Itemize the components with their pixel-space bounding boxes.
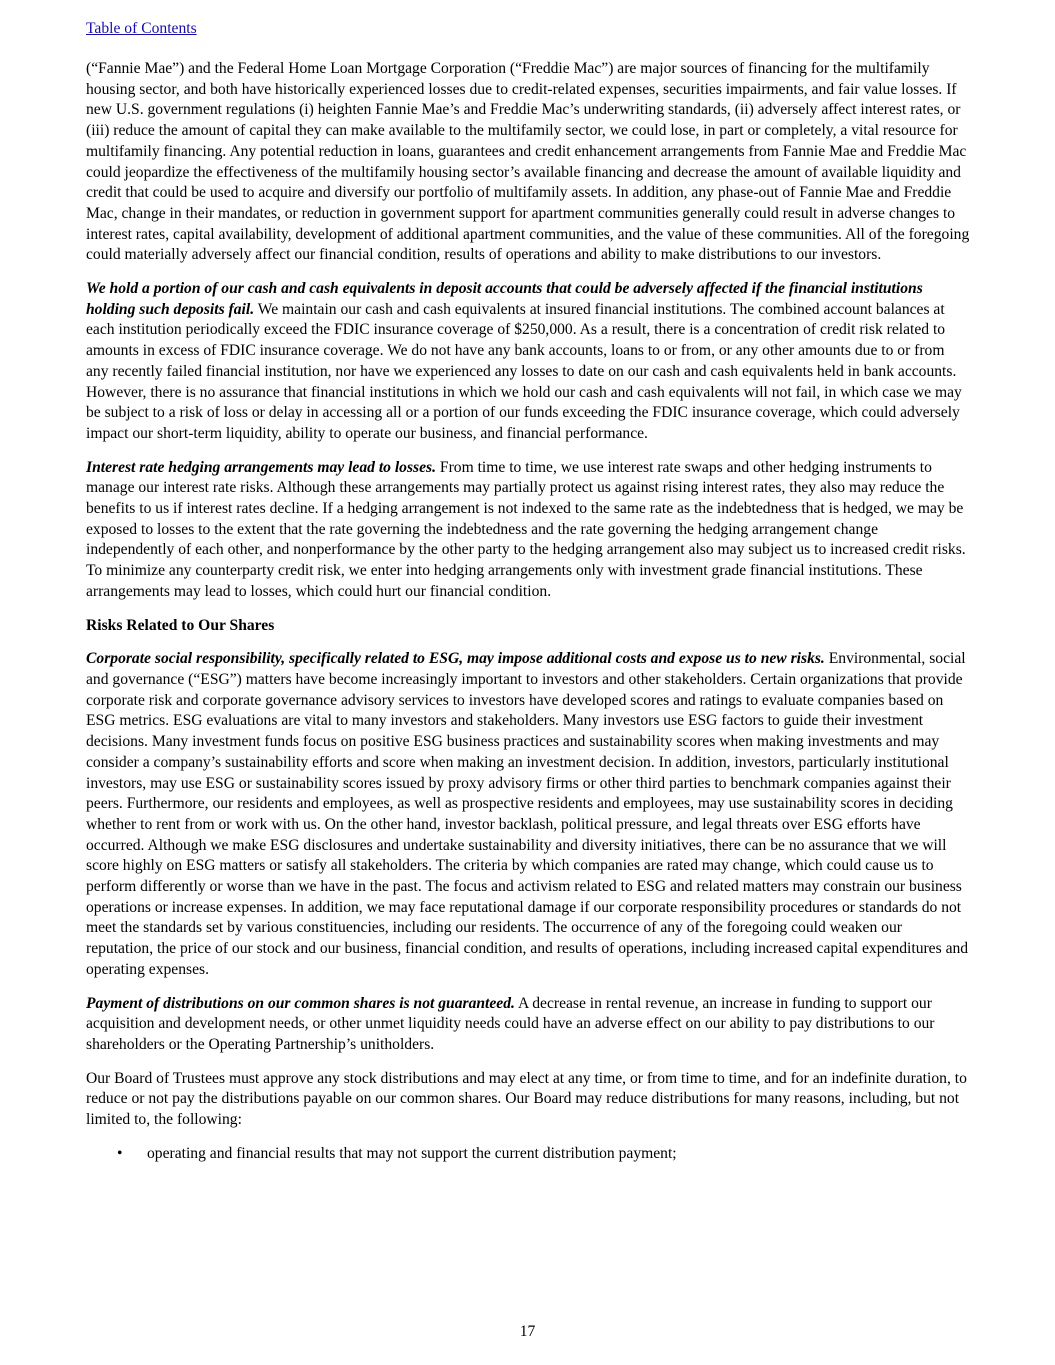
paragraph-distributions <box>86 994 970 1056</box>
risk-heading-hedging: Interest rate hedging arrangements may lead to losses. <box>86 458 437 476</box>
table-of-contents-link[interactable]: Table of Contents <box>86 20 197 37</box>
risk-body-esg: Environmental, social and governance (“ESG”) matters have become increasingly important to investors and other stakeholders. Certain organizations that provide corporate risk and corporate governance advisory services to investors have developed scores and ratings to evaluate companies based on ESG metrics. ESG evaluations are vital to many investors and stakeholders. Many investors use ESG factors to guide their investment decisions. Many investment funds focus on positive ESG business practices and sustainability scores when making investments and may consider a company’s sustainability efforts and score when making an investment decision. In addition, investors, particularly institutional investors, may use ESG or sustainability scores issued by proxy advisory firms or other third parties to benchmark companies against their peers. Furthermore, our residents and employees, as well as prospective residents and employees, may use sustainability scores in deciding whether to rent from or work with us. On the other hand, investor backlash, political pressure, and legal threats over ESG efforts have occurred. Although we make ESG disclosures and undertake sustainability and diversity initiatives, there can be no assurance that we will score highly on ESG matters or satisfy all stakeholders. The criteria by which companies are rated may change, which could cause us to perform differently or worse than we have in the past. The focus and activism related to ESG and related matters may constrain our business operations or increase expenses. In addition, we may face reputational damage if our corporate responsibility procedures or standards do not meet the standards set by various constituencies, including our residents. The occurrence of any of the foregoing could weaken our reputation, the price of our stock and our business, financial condition, and results of operations, including increased capital expenditures and operating expenses. <box>86 650 969 978</box>
distribution-reasons-list <box>86 1144 970 1165</box>
paragraph-hedging <box>86 458 970 603</box>
paragraph-deposit-accounts <box>86 279 970 445</box>
paragraph-fannie-freddie: (“Fannie Mae”) and the Federal Home Loan Mortgage Corporation (“Freddie Mac”) are major sources of financing for the multifamily housing sector, and both have historically experienced losses due to credit-related expenses, securities impairments, and fair value losses. If new U.S. government regulations (i) heighten Fannie Mae’s and Freddie Mac’s underwriting standards, (ii) adversely affect interest rates, or (iii) reduce the amount of capital they can make available to the multifamily sector, we could lose, in part or completely, a vital resource for multifamily financing. Any potential reduction in loans, guarantees and credit enhancement arrangements from Fannie Mae and Freddie Mac could jeopardize the effectiveness of the multifamily housing sector’s available financing and decrease the amount of available liquidity and credit that could be used to acquire and diversify our portfolio of multifamily assets. In addition, any phase-out of Fannie Mae and Freddie Mac, change in their mandates, or reduction in government support for apartment communities generally could result in adverse changes to interest rates, capital availability, development of additional apartment communities, and the value of these communities. All of the foregoing could materially adversely affect our financial condition, results of operations and ability to make distributions to our investors. <box>86 60 970 264</box>
risk-body-deposit-accounts: We maintain our cash and cash equivalents at insured financial institutions. The combined account balances at each institution periodically exceed the FDIC insurance coverage of $250,000. As a result, there is a concentration of credit risk related to amounts in excess of FDIC insurance coverage. We do not have any bank accounts, loans to or from, or any other amounts due to or from any recently failed financial institution, nor have we experienced any losses to date on our cash and cash equivalents held in bank accounts. However, there is no assurance that financial institutions in which we hold our cash and cash equivalents will not fail, in which case we may be subject to a risk of loss or delay in accessing all or a portion of our funds exceeding the FDIC insurance coverage, which could adversely impact our short-term liquidity, ability to operate our business, and financial performance. <box>86 300 962 442</box>
list-item <box>86 1144 970 1165</box>
section-heading-shares: Risks Related to Our Shares <box>86 616 275 634</box>
risk-body-hedging: From time to time, we use interest rate swaps and other hedging instruments to manage our interest rate risks. Although these arrangements may partially protect us against rising interest rates, they also may reduce the benefits to us if interest rates decline. If a hedging arrangement is not indexed to the same rate as the indebtedness that is hedged, we may be exposed to losses to the extent that the rate governing the indebtedness and the rate governing the hedging arrangement change independently of each other, and nonperformance by the other party to the hedging arrangement also may subject us to increased credit risks. To minimize any counterparty credit risk, we enter into hedging arrangements only with investment grade financial institutions. These arrangements may lead to losses, which could hurt our financial condition. <box>86 458 966 600</box>
risk-heading-distributions: Payment of distributions on our common shares is not guaranteed. <box>86 994 515 1012</box>
risk-heading-esg: Corporate social responsibility, specifically related to ESG, may impose additional costs and expose us to new risks. <box>86 650 825 668</box>
document-page <box>86 18 970 1164</box>
bullet-icon: • <box>117 1144 123 1162</box>
paragraph-board-of-trustees: Our Board of Trustees must approve any stock distributions and may elect at any time, or from time to time, and for an indefinite duration, to reduce or not pay the distributions payable on our common shares. Our Board may reduce distributions for many reasons, including, but not limited to, the following: <box>86 1069 967 1129</box>
page-number: 17 <box>519 1323 536 1340</box>
paragraph-esg <box>86 649 970 980</box>
list-item-text: operating and financial results that may not support the current distribution payment; <box>147 1144 677 1162</box>
risk-body-distributions: A decrease in rental revenue, an increase in funding to support our acquisition and development needs, or other unmet liquidity needs could have an adverse effect on our ability to pay distributions to our shareholders or the Operating Partnership’s unitholders. <box>86 994 935 1053</box>
risk-heading-deposit-accounts: We hold a portion of our cash and cash equivalents in deposit accounts that could be adversely affected if the financial institutions holding such deposits fail. <box>86 280 923 318</box>
